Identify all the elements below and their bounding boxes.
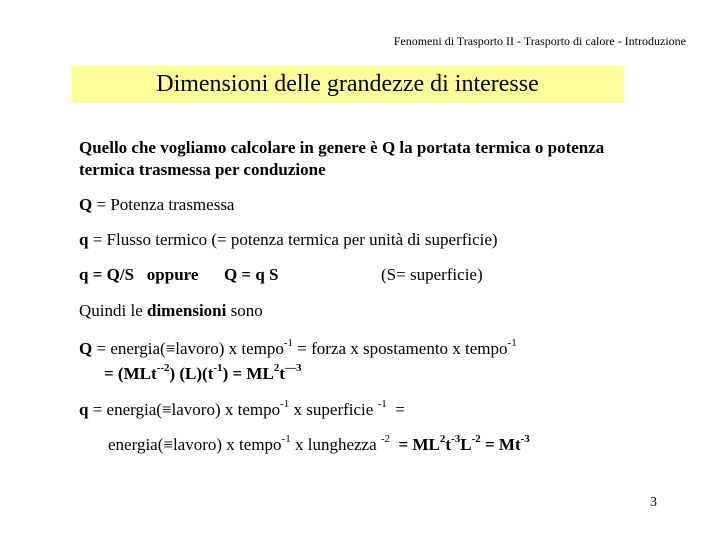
eq2b-d: t <box>445 435 452 454</box>
def-q <box>79 230 498 250</box>
eq1b-p2: ) (L)(t <box>169 364 214 383</box>
eq1b-line <box>104 364 301 384</box>
eq2b-a-exp: -1 <box>281 433 291 446</box>
eq2-b: x superficie <box>289 400 378 419</box>
eq1b-p1: = (MLt <box>104 364 157 383</box>
eq2-a-exp: -1 <box>280 398 290 411</box>
eq2-a: = energia(≡lavoro) x tempo <box>88 400 281 419</box>
quindi-word: dimensioni <box>147 301 227 320</box>
intro-line-1: Quello che vogliamo calcolare in genere è Q la portata termica o potenza <box>79 138 605 157</box>
def-q-text: = Flusso termico (= potenza termica per unità di superficie) <box>88 230 498 249</box>
eq1-a: = energia(≡lavoro) x tempo <box>92 339 284 358</box>
eq2-lhs: q <box>79 400 89 419</box>
eq1-lhs: Q <box>79 339 93 358</box>
page-number: 3 <box>650 495 657 510</box>
eq2b-b-exp: -2 <box>380 433 391 446</box>
eq2-line <box>79 400 405 420</box>
eq2-b-exp: -1 <box>377 398 387 411</box>
def-Q-text: = Potenza trasmessa <box>92 195 235 214</box>
eq2b-f: = Mt <box>480 435 521 454</box>
quindi-line <box>79 301 263 321</box>
eq2b-c-exp: 2 <box>439 433 446 446</box>
eq2b-e: L <box>460 435 472 454</box>
def-Q <box>79 195 234 215</box>
alt-formula: q = Q/S oppure Q = q S <box>79 265 279 284</box>
slide-header: Fenomeni di Trasporto II - Trasporto di calore - Introduzione <box>393 34 686 48</box>
eq1b-e1: --2 <box>156 362 170 375</box>
alt-note: (S= superficie) <box>381 265 483 284</box>
eq2b-d-exp: -3 <box>451 433 461 446</box>
eq1b-e3: 2 <box>273 362 280 375</box>
eq1-b-exp: -1 <box>507 337 517 350</box>
symbol-Q: Q <box>79 195 93 214</box>
intro-line-2: termica trasmessa per conduzione <box>79 160 326 179</box>
slide-title: Dimensioni delle grandezze di interesse <box>156 71 539 97</box>
eq1b-e4: —3 <box>284 362 302 375</box>
quindi-suffix: sono <box>226 301 263 320</box>
eq2b-a: energia(≡lavoro) x tempo <box>108 435 282 454</box>
symbol-q: q <box>79 230 89 249</box>
eq1b-p4: t <box>279 364 285 383</box>
eq1-b: = forza x spostamento x tempo <box>293 339 508 358</box>
eq1b-e2: -1 <box>213 362 223 375</box>
eq2b-b: x lunghezza <box>290 435 381 454</box>
title-banner <box>71 66 624 103</box>
eq2-c: = <box>386 400 405 419</box>
eq1b-p3: ) = ML <box>222 364 274 383</box>
eq1-line <box>79 339 517 359</box>
eq2b-e-exp: -2 <box>471 433 481 446</box>
eq2b-c: = ML <box>390 435 440 454</box>
eq2b-line <box>108 435 530 455</box>
quindi-prefix: Quindi le <box>79 301 147 320</box>
eq1-a-exp: -1 <box>283 337 294 350</box>
eq2b-f-exp: -3 <box>520 433 530 446</box>
